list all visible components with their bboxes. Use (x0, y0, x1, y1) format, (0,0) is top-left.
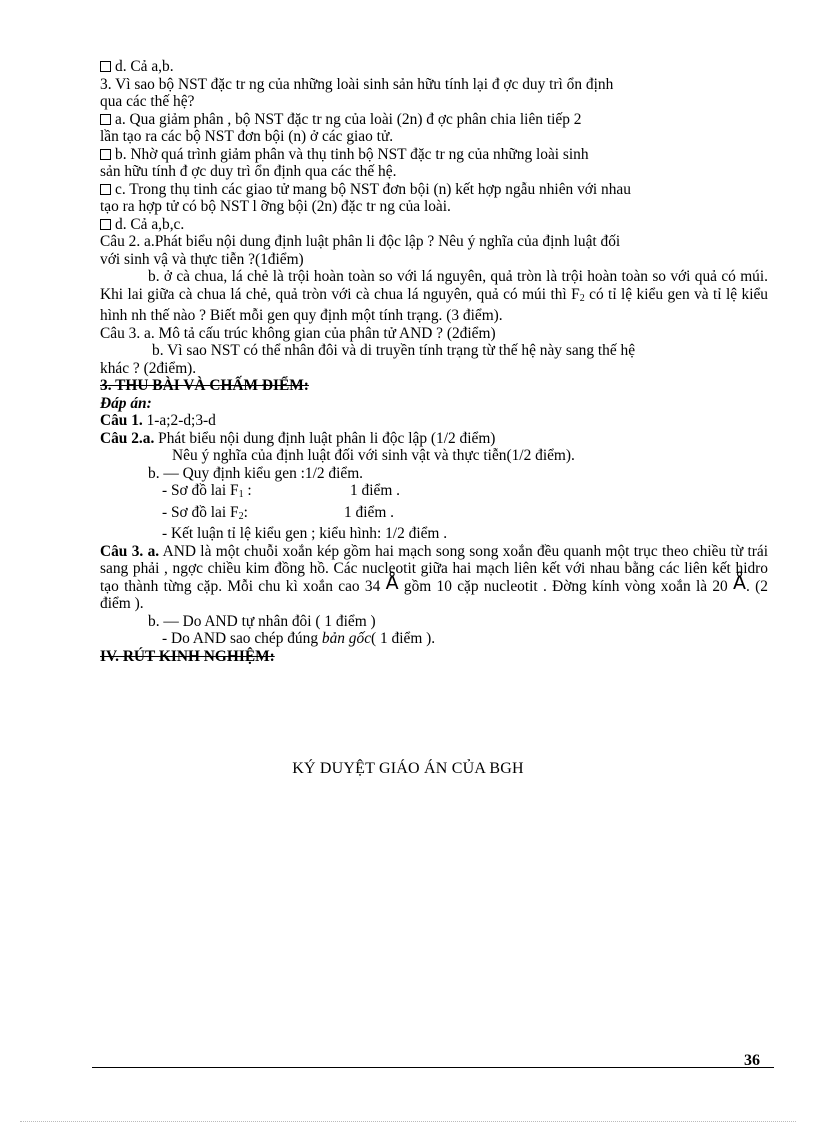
question-line: 3. Vì sao bộ NST đặc tr ng của những loài sinh sản hữu tính lại đ ợc duy trì ổn định (100, 75, 614, 93)
f2-score: 1 điểm . (344, 503, 395, 521)
angstrom-symbol: Å (385, 571, 399, 594)
answer-3-text: gồm 10 cặp nucleotit . Đờng kính vòng xoắn là 20 (403, 577, 728, 595)
answer-3-text: . (2 điểm ). (100, 577, 768, 612)
signature-heading: KÝ DUYỆT GIÁO ÁN CỦA BGH (292, 760, 524, 777)
f1-score: 1 điểm . (350, 482, 401, 499)
f2-label: - Sơ đồ lai F (162, 503, 239, 521)
f2-subscript: 2 (238, 510, 244, 522)
checkbox-icon[interactable] (100, 61, 111, 72)
document-body (100, 58, 768, 665)
option-row (100, 111, 768, 129)
answer-3 (100, 543, 768, 613)
answer-2b: b. — Quy định kiểu gen :1/2 điểm. (148, 464, 364, 482)
answer-3b-text: ( 1 điểm ). (371, 630, 436, 647)
angstrom-symbol: Å (733, 571, 747, 594)
question-paragraph (100, 268, 768, 325)
f1-label: - Sơ đồ lai F (162, 482, 239, 499)
f2-subscript: 2 (579, 292, 585, 304)
checkbox-icon[interactable] (100, 149, 111, 160)
option-text: c. Trong thụ tinh các giao tử mang bộ NST đơn bội (n) kết hợp ngẫu nhiên với nhau (115, 180, 631, 198)
option-row (100, 58, 768, 76)
question-text: có tỉ lệ kiểu gen và tỉ lệ kiểu hình nh thế nào ? Biết mỗi gen quy định một tính trạng. (3 điểm). (100, 285, 768, 324)
answer-3-label: Câu 3. a. (100, 542, 160, 560)
answer-3b-text: - Do AND sao chép đúng (162, 630, 322, 647)
answer-3-text: AND là một chuỗi xoắn kép gồm hai mạch song song xoắn đều quanh một trục theo chiều từ trái sang phải , ngợc chiều kim đồng hồ. Các nucleotit giữa hai mạch liên kết với nhau bằng các liên kết hidro tạo thành từng cặp. Mỗi chu kì xoắn cao 34 (100, 542, 769, 595)
option-text: tạo ra hợp tử có bộ NST l ỡng bội (2n) đặc tr ng của loài. (100, 198, 451, 215)
question-line: qua các thế hệ? (100, 93, 195, 110)
checkbox-icon[interactable] (100, 219, 111, 230)
answer-label: Đáp án: (100, 394, 152, 412)
answer-2-text: Phát biểu nội dung định luật phân li độc lập (1/2 điểm) (154, 429, 496, 447)
answer-2-f2 (100, 504, 768, 526)
option-text: d. Cả a,b,c. (115, 215, 185, 233)
option-row (100, 181, 768, 199)
question-text: b. ở cà chua, lá chẻ là trội hoàn toàn so với lá nguyên, quả tròn là trội hoàn toàn so với quả có múi. Khi lai giữa cà chua lá chẻ, quả tròn với cà chua lá nguyên, quả có múi thì (100, 268, 768, 303)
option-text: lần tạo ra các bộ NST đơn bội (n) ở các giao tử. (100, 128, 394, 145)
page-number: 36 (744, 1052, 760, 1069)
answer-3b-2 (100, 630, 768, 648)
answer-2-f1 (100, 482, 768, 504)
option-text: b. Nhờ quá trình giảm phân và thụ tinh bộ NST đặc tr ng của những loài sinh (115, 145, 589, 163)
option-text: a. Qua giảm phân , bộ NST đặc tr ng của loài (2n) đ ợc phân chia liên tiếp 2 (115, 110, 582, 128)
answer-2-line: Nêu ý nghĩa của định luật đối với sinh vật và thực tiễn(1/2 điểm). (172, 447, 575, 464)
option-row (100, 146, 768, 164)
checkbox-icon[interactable] (100, 184, 111, 195)
footer-divider (92, 1067, 774, 1068)
option-row (100, 216, 768, 234)
answer-2-label: Câu 2.a. (100, 429, 155, 447)
answer-3b-italic: bản gốc (321, 630, 372, 647)
answer-2 (100, 430, 768, 448)
f1-colon: : (243, 482, 252, 499)
page-bottom-edge (20, 1121, 796, 1122)
f1-subscript: 1 (238, 489, 244, 500)
question-line: Câu 2. a.Phát biểu nội dung định luật phân li độc lập ? Nêu ý nghĩa của định luật đối (100, 233, 621, 250)
answer-1-text: 1-a;2-d;3-d (142, 412, 216, 429)
question-line: Câu 3. a. Mô tả cấu trúc không gian của phân tử AND ? (2điểm) (100, 324, 496, 342)
option-text: d. Cả a,b. (115, 58, 174, 75)
checkbox-icon[interactable] (100, 114, 111, 125)
question-line: khác ? (2điểm). (100, 359, 197, 377)
answer-1 (100, 412, 768, 430)
answer-2-conclusion: - Kết luận tỉ lệ kiểu gen ; kiểu hình: 1/2 điểm . (162, 525, 448, 542)
answer-1-label: Câu 1. (100, 412, 143, 429)
f2-colon: : (243, 503, 248, 521)
question-line: b. Vì sao NST có thể nhân đôi và di truyền tính trạng từ thế hệ này sang thế hệ (152, 342, 636, 359)
section-3-title: 3. THU BÀI VÀ CHẤM ĐIỂM: (100, 377, 309, 394)
f2-symbol: F (571, 285, 580, 303)
section-4-title: IV. RÚT KINH NGHIỆM: (100, 647, 275, 665)
option-text: sản hữu tính đ ợc duy trì ổn định qua các thế hệ. (100, 163, 397, 180)
question-line: với sinh vậ và thực tiễn ?(1điểm) (100, 250, 304, 268)
answer-3b: b. — Do AND tự nhân đôi ( 1 điểm ) (148, 612, 376, 630)
